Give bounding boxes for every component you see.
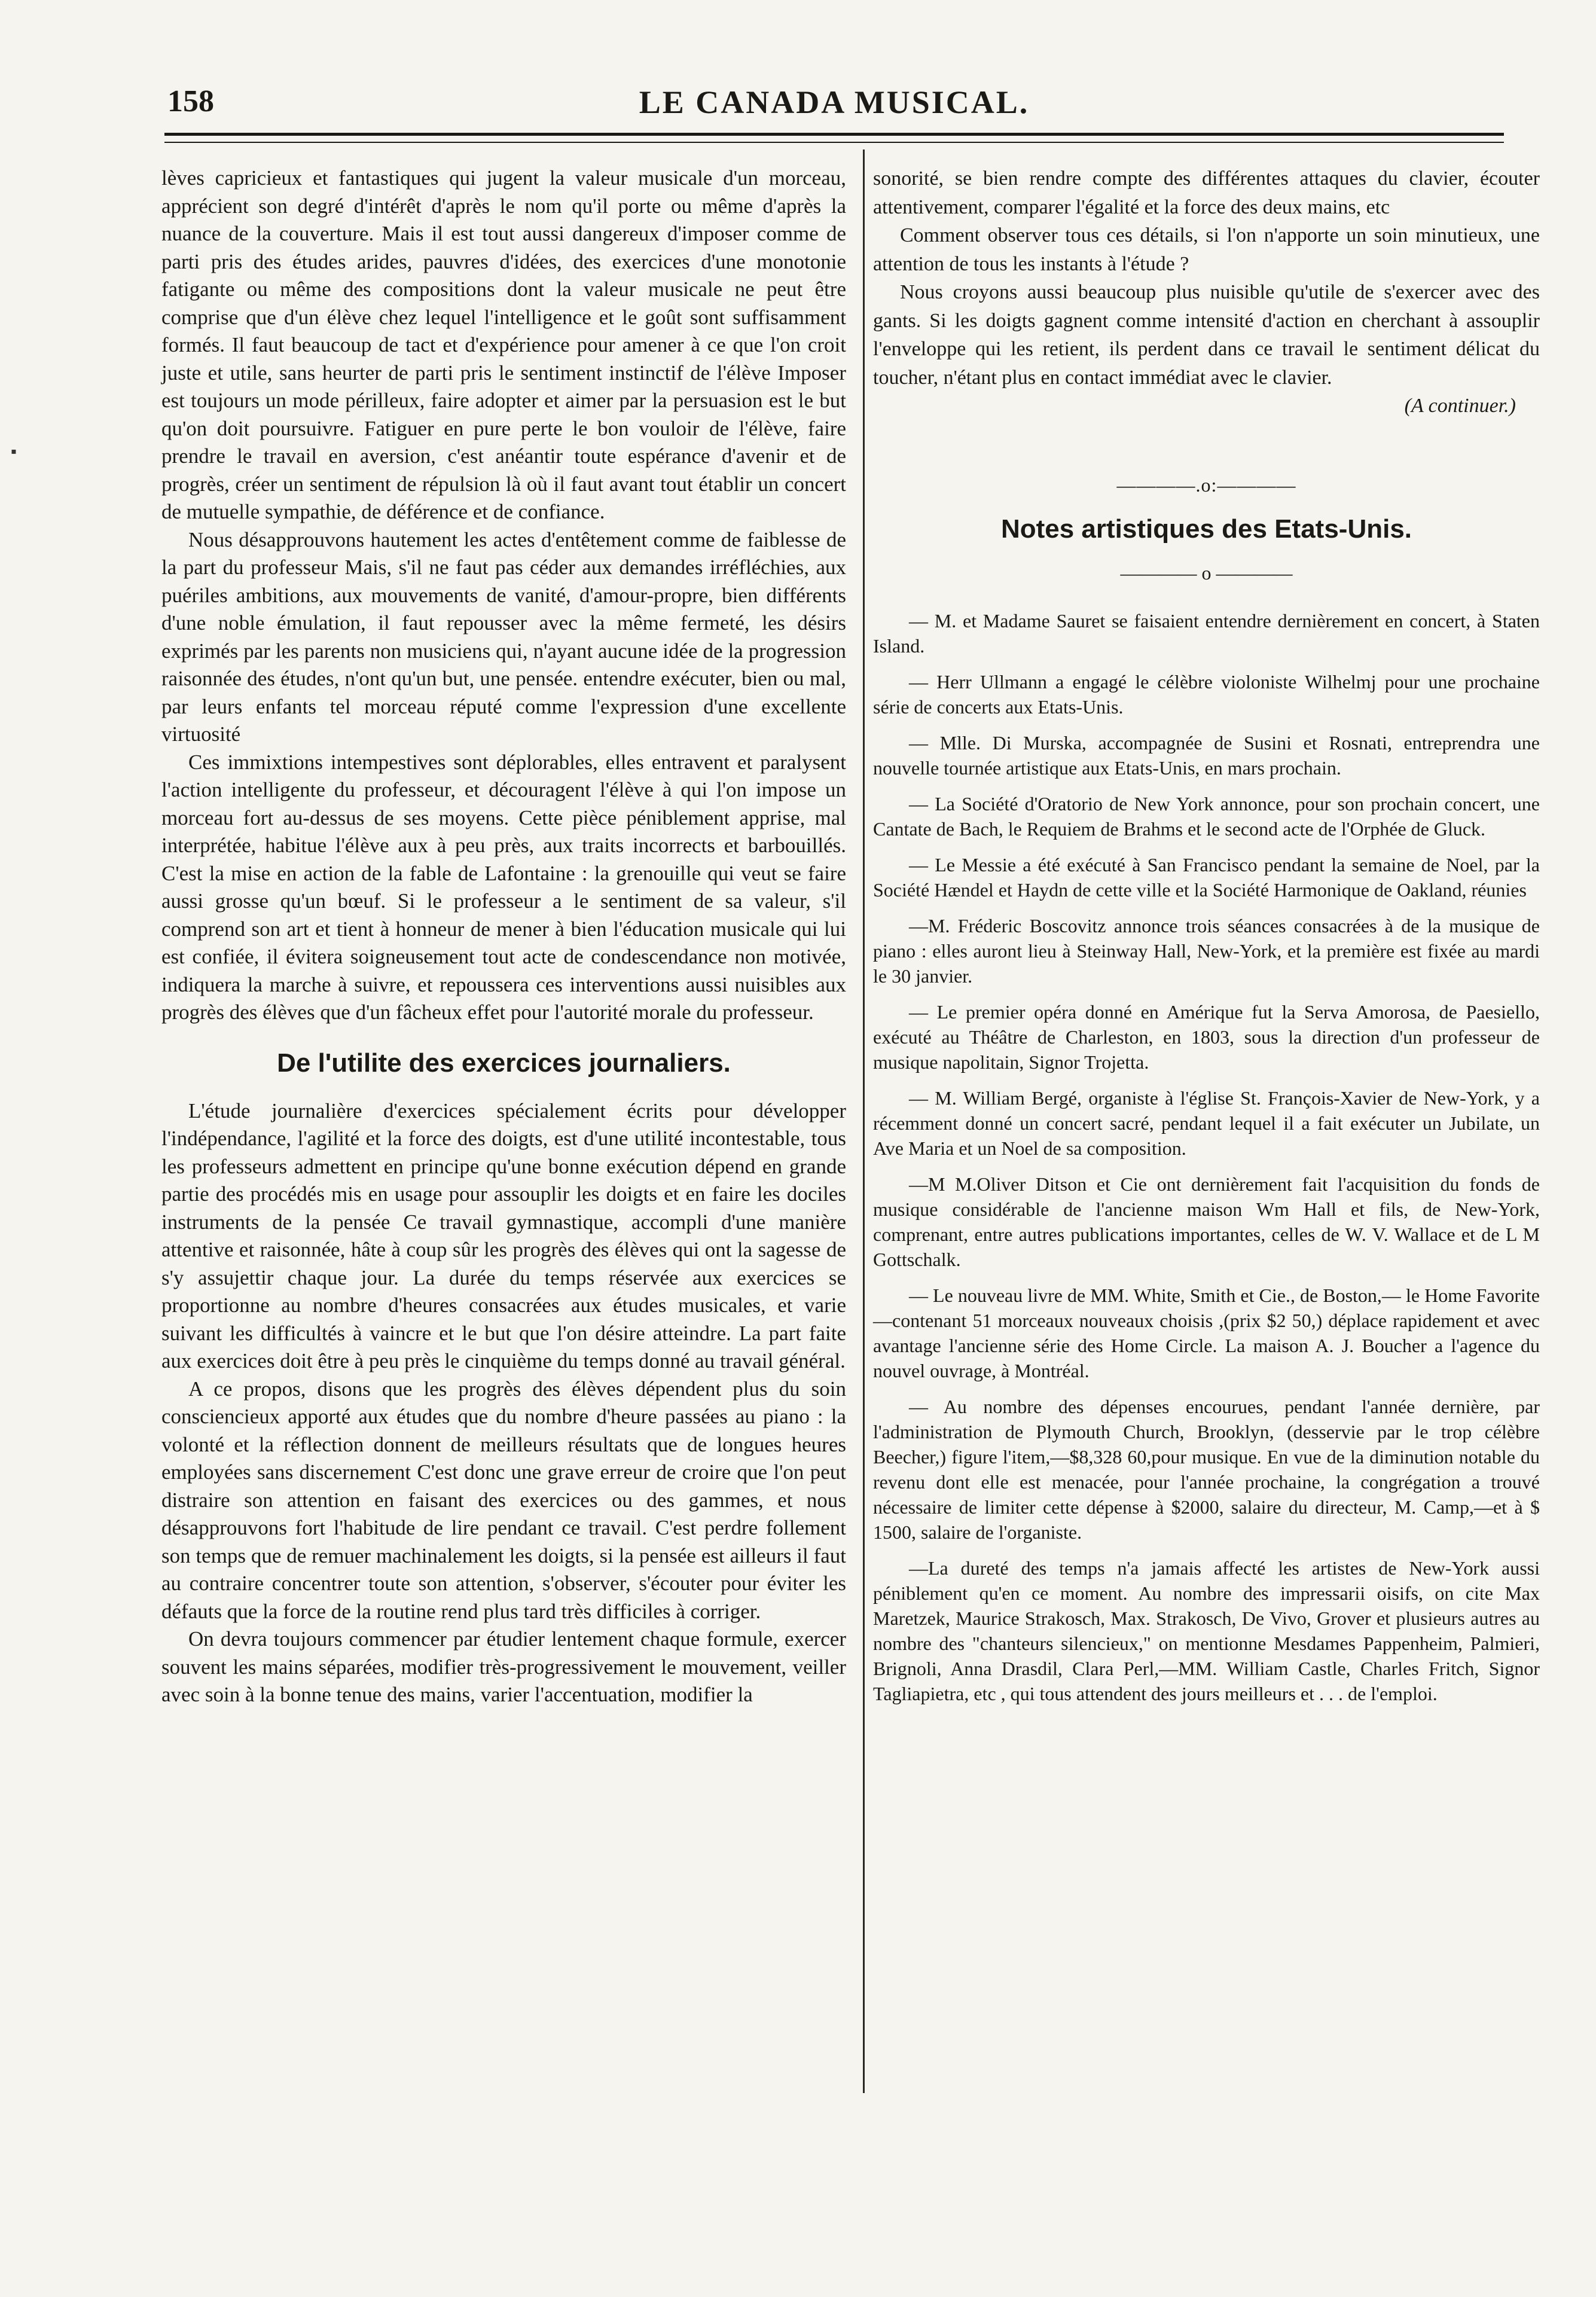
news-note: —M M.Oliver Ditson et Cie ont dernièrement fait l'acquisition du fonds de musique considérable de l'ancienne maison Wm Hall et fils, de New-York, comprenant, entre autres publications importantes, celles de W. V. Wallace et de L M Gottschalk. [873,1173,1540,1270]
article-paragraph: Comment observer tous ces détails, si l'on n'apporte un soin minutieux, une attention de tous les instants à l'étude ? [873,224,1540,275]
margin-mark: ▪ [11,443,17,461]
article-paragraph: lèves capricieux et fantastiques qui jugent la valeur musicale d'un morceau, apprécient son degré d'intérêt d'après le nom qu'il porte ou même d'après la nuance de la couverture. Mais il est tout aussi dangereux d'imposer comme de parti pris des études arides, pauvres d'idées, des exercices d'une monotonie fatigante ou même des compositions dont la valeur musicale ne peut être comprise que d'un élève chez lequel l'intelligence et le goût sont suffisamment formés. Il faut beaucoup de tact et d'expérience pour amener à ce que l'on croit juste et utile, sans heurter de parti pris le sentiment instinctif de l'élève Imposer est toujours un mode périlleux, faire adopter et aimer par la persuasion est le but qu'on doit poursuivre. Fatiguer en pure perte le bon vouloir de l'élève, faire prendre le travail en aversion, c'est anéantir toute espérance d'avenir et de progrès, créer un sentiment de répulsion là où il faut avant tout établir un concert de mutuelle sympathie, de déférence et de confiance. [161,166,846,523]
page-number: 158 [167,84,214,118]
section-heading: Notes artistiques des Etats-Unis. [1000,514,1412,544]
article-paragraph: On devra toujours commencer par étudier lentement chaque formule, exercer souvent les mains séparées, modifier très-progressivement le mouvement, veiller avec soin à la bonne tenue des mains, varier l'accentuation, modifier la [161,1627,846,1706]
left-column [161,164,846,1709]
header-rule [164,133,1504,143]
news-note: —La dureté des temps n'a jamais affecté les artistes de New-York aussi péniblement qu'en ce moment. Au nombre des impressarii oisifs, on cite Max Maretzek, Maurice Strakosch, Max. Strakosch, De Vivo, Grover et plusieurs autres au nombre des "chanteurs silencieux," on mentionne Mesdames Pappenheim, Palmieri, Brignoli, Anna Drasdil, Clara Perl,—MM. William Castle, Charles Fritch, Signor Tagliapietra, etc , qui tous attendent des jours meilleurs et . . . de l'emploi. [873,1557,1540,1704]
news-note: — Le Messie a été exécuté à San Francisco pendant la semaine de Noel, par la Société Hændel et Haydn de cette ville et la Société Harmonique de Oakland, réunies [873,854,1540,901]
news-note: — Herr Ullmann a engagé le célèbre violoniste Wilhelmj pour une prochaine série de concerts aux Etats-Unis. [873,671,1540,718]
right-column [873,164,1540,1717]
separator: ————.o:———— [1116,474,1296,496]
small-separator: ———— o ———— [1120,562,1293,584]
article-paragraph: sonorité, se bien rendre compte des différentes attaques du clavier, écouter attentivement, comparer l'égalité et la force des deux mains, etc [873,167,1540,218]
article-paragraph: L'étude journalière d'exercices spécialement écrits pour développer l'indépendance, l'agilité et la force des doigts, est d'une utilité incontestable, tous les professeurs admettent en principe qu'une bonne exécution dépend en grande partie des procédés mis en usage pour assouplir les doigts et en faire les dociles instruments de la pensée Ce travail gymnastique, accompli d'une manière attentive et raisonnée, hâte à coup sûr les progrès des élèves qui ont la sagesse de s'y assujettir chaque jour. La durée du temps réservée aux exercices se proportionne au nombre d'heures consacrées aux études musicales, et varie suivant les difficultés à vaincre et le but que l'on désire atteindre. La part faite aux exercices doit être à peu près le cinquième du temps donné au travail général. [161,1099,846,1372]
news-note: — M. et Madame Sauret se faisaient entendre dernièrement en concert, à Staten Island. [873,610,1540,657]
column-divider [863,150,865,2093]
news-note: — La Société d'Oratorio de New York annonce, pour son prochain concert, une Cantate de Bach, le Requiem de Brahms et le second acte de l'Orphée de Gluck. [873,793,1540,840]
article-paragraph: A ce propos, disons que les progrès des élèves dépendent plus du soin consciencieux apporté aux études que du nombre d'heure passées au piano : la volonté et la réflection donnent de meilleurs résultats que de longues heures employées sans discernement C'est donc une grave erreur de croire que l'on peut distraire son attention en faisant des exercices ou des gammes, et nous désapprouvons fort l'habitude de lire pendant ce travail. C'est perdre follement son temps que de remuer machinalement les doigts, si la pensée est ailleurs il faut au contraire concentrer toute son attention, s'observer, s'écouter pour éviter les défauts que la force de la routine rend plus tard très difficiles à corriger. [161,1377,846,1623]
article-signoff: (A continuer.) [1404,395,1516,417]
news-note: — Mlle. Di Murska, accompagnée de Susini et Rosnati, entreprendra une nouvelle tournée artistique aux Etats-Unis, en mars prochain. [873,732,1540,779]
news-note: — Le premier opéra donné en Amérique fut la Serva Amorosa, de Paesiello, exécuté au Théâtre de Charleston, en 1803, sous la direction d'un professeur de musique napolitain, Signor Trojetta. [873,1001,1540,1073]
news-note: — Au nombre des dépenses encourues, pendant l'année dernière, par l'administration de Plymouth Church, Brooklyn, (desservie par le trop célèbre Beecher,) figure l'item,—$8,328 60,pour musique. En vue de la diminution notable du revenu dont elle est menacée, pour l'année prochaine, la congrégation a trouvé nécessaire de limiter cette dépense à $2000, salaire du directeur, M. Camp,—et à $ 1500, salaire de l'organiste. [873,1396,1540,1543]
article-paragraph: Ces immixtions intempestives sont déplorables, elles entravent et paralysent l'action intelligente du professeur, et découragent l'élève à qui l'on impose un morceau fort au-dessus de ses moyens. Cette pièce péniblement apprise, mal interprétée, habitue l'élève aux à peu près, aux traits incorrects et barbouillés. C'est la mise en action de la fable de Lafontaine : la grenouille qui veut se faire aussi grosse qu'un bœuf. Si le professeur a le sentiment de sa valeur, s'il comprend son art et tient à honneur de mener à bien l'éducation musicale qui lui est confiée, il évitera soigneusement tout acte de condescendance non motivée, indiquera la marche à suivre, et repoussera ces interventions aussi nuisibles aux progrès des élèves que d'un fâcheux effet pour l'autorité morale du professeur. [161,750,846,1024]
section-heading: De l'utilite des exercices journaliers. [277,1048,731,1078]
article-paragraph: Nous croyons aussi beaucoup plus nuisible qu'utile de s'exercer avec des gants. Si les doigts gagnent comme intensité d'action en cherchant à assouplir l'enveloppe qui les retient, ils perdent dans ce travail le sentiment délicat du toucher, n'étant plus en contact immédiat avec le clavier. [873,281,1540,389]
page-header [167,84,1501,120]
news-note: — Le nouveau livre de MM. White, Smith et Cie., de Boston,— le Home Favorite—contenant 51 morceaux nouveaux choisis ,(prix $2 50,) déplace rapidement et avec avantage l'ancienne série des Home Circle. La maison A. J. Boucher a l'agence du nouvel ouvrage, à Montréal. [873,1285,1540,1381]
news-note: — M. William Bergé, organiste à l'église St. François-Xavier de New-York, y a récemment donné un concert sacré, pendant lequel il a fait exécuter un Jubilate, un Ave Maria et un Noel de sa composition. [873,1087,1540,1159]
news-note: —M. Fréderic Boscovitz annonce trois séances consacrées à de la musique de piano : elles auront lieu à Steinway Hall, New-York, et la première est fixée au mardi le 30 janvier. [873,915,1540,987]
journal-title: LE CANADA MUSICAL. [639,84,1030,120]
article-paragraph: Nous désapprouvons hautement les actes d'entêtement comme de faiblesse de la part du professeur Mais, s'il ne faut pas céder aux demandes irréfléchies, aux puériles ambitions, aux mouvements de vanité, d'amour-propre, bien différents d'une noble émulation, il faut repousser avec la même fermeté, les désirs exprimés par les parents non musiciens qui, n'ayant aucune idée de la progression raisonnée des études, n'ont qu'un but, une pensée. entendre exécuter, bien ou mal, par leurs enfants tel morceau réputé comme l'expression d'une excellente virtuosité [161,527,846,746]
